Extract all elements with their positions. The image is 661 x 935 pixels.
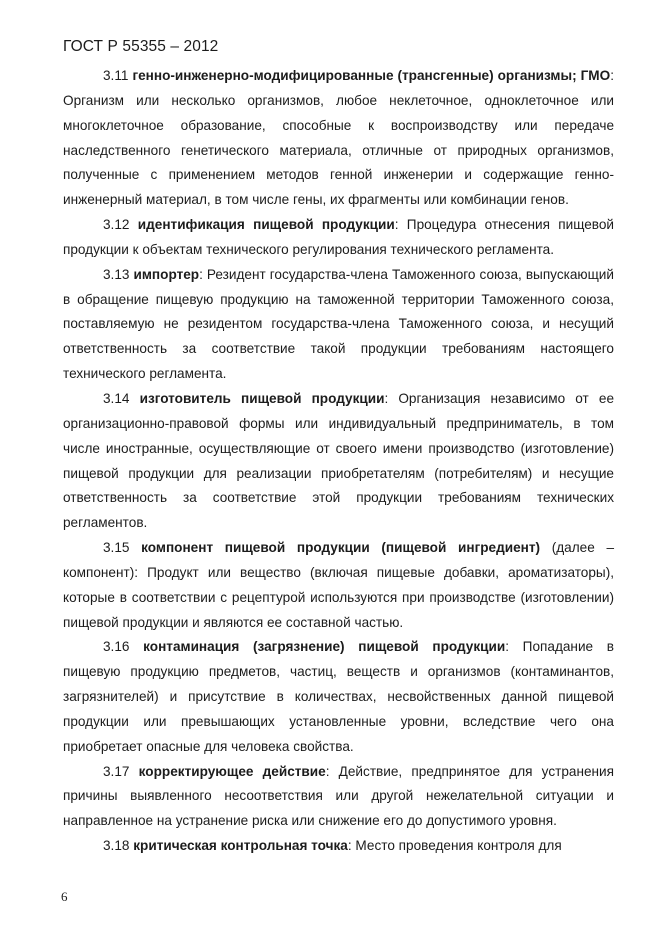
definition-paragraph <box>63 213 614 263</box>
defined-term: импортер <box>133 266 200 282</box>
definition-paragraph <box>63 635 614 759</box>
clause-number: 3.16 <box>103 639 130 655</box>
definition-text: : Организация независимо от ее организационно-правовой формы или индивидуальный предприниматель, в том числе иностранные, осуществляющие от своего имени производство (изготовление) пищевой продукции для реализации приобретателям (потребителям) и несущие ответственность за соответствие этой продукции требованиям технических регламентов. <box>63 390 614 531</box>
clause-number: 3.13 <box>103 266 130 282</box>
clause-number: 3.18 <box>103 838 130 854</box>
clause-number: 3.12 <box>103 217 130 233</box>
clause-number: 3.17 <box>103 763 130 779</box>
definitions-section <box>63 64 614 859</box>
defined-term: компонент пищевой продукции (пищевой ингредиент) <box>141 540 541 556</box>
page-number: 6 <box>61 889 68 904</box>
definition-paragraph <box>63 760 614 835</box>
definition-text: : Попадание в пищевую продукцию предметов, частиц, веществ и организмов (контаминантов, загрязнителей) и присутствие в количествах, несвойственных данной пищевой продукции или превышающих установленные уровни, вследствие чего она приобретает опасные для человека свойства. <box>63 639 614 754</box>
definition-paragraph-partial <box>63 834 614 859</box>
definition-paragraph <box>63 64 614 213</box>
standard-designation: ГОСТ Р 55355 – 2012 <box>63 38 219 55</box>
definition-paragraph <box>63 536 614 635</box>
definition-text: (далее – компонент): Продукт или вещество (включая пищевые добавки, ароматизаторы), которые в соответствии с рецептурой используются при производстве (изготовлении) пищевой продукции и являются ее составной частью. <box>63 540 614 630</box>
definition-text: : Место проведения контроля для <box>347 838 562 854</box>
clause-number: 3.15 <box>103 540 130 556</box>
definition-text: : Организм или несколько организмов, любое неклеточное, одноклеточное или многоклеточное образование, способные к воспроизводству или передаче наследственного генетического материала, отличные от природных организмов, полученные с применением методов генной инженерии и содержащие генно-инженерный материал, в том числе гены, их фрагменты или комбинации генов. <box>63 68 614 208</box>
clause-number: 3.11 <box>103 68 129 83</box>
defined-term: идентификация пищевой продукции <box>137 217 395 233</box>
defined-term: критическая контрольная точка <box>133 838 348 854</box>
defined-term: генно-инженерно-модифицированные (трансгенные) организмы; ГМО <box>132 68 611 83</box>
definition-text: : Резидент государства-члена Таможенного союза, выпускающий в обращение пищевую продукцию на таможенной территории Таможенного союза, поставляемую не резидентом государства-члена Таможенного союза, и несущий ответственность за соответствие такой продукции требованиям настоящего технического регламента. <box>63 266 614 382</box>
definition-text: : Процедура отнесения пищевой продукции к объектам технического регулирования технического регламента. <box>63 217 615 257</box>
defined-term: контаминация (загрязнение) пищевой продукции <box>143 639 506 655</box>
definition-paragraph <box>63 387 614 536</box>
definition-paragraph <box>63 263 614 387</box>
defined-term: корректирующее действие <box>138 763 326 779</box>
defined-term: изготовитель пищевой продукции <box>139 390 385 406</box>
definition-text: : Действие, предпринятое для устранения причины выявленного несоответствия или другой нежелательной ситуации и направленное на устранение риска или снижение его до допустимого уровня. <box>63 763 614 829</box>
clause-number: 3.14 <box>103 390 130 406</box>
